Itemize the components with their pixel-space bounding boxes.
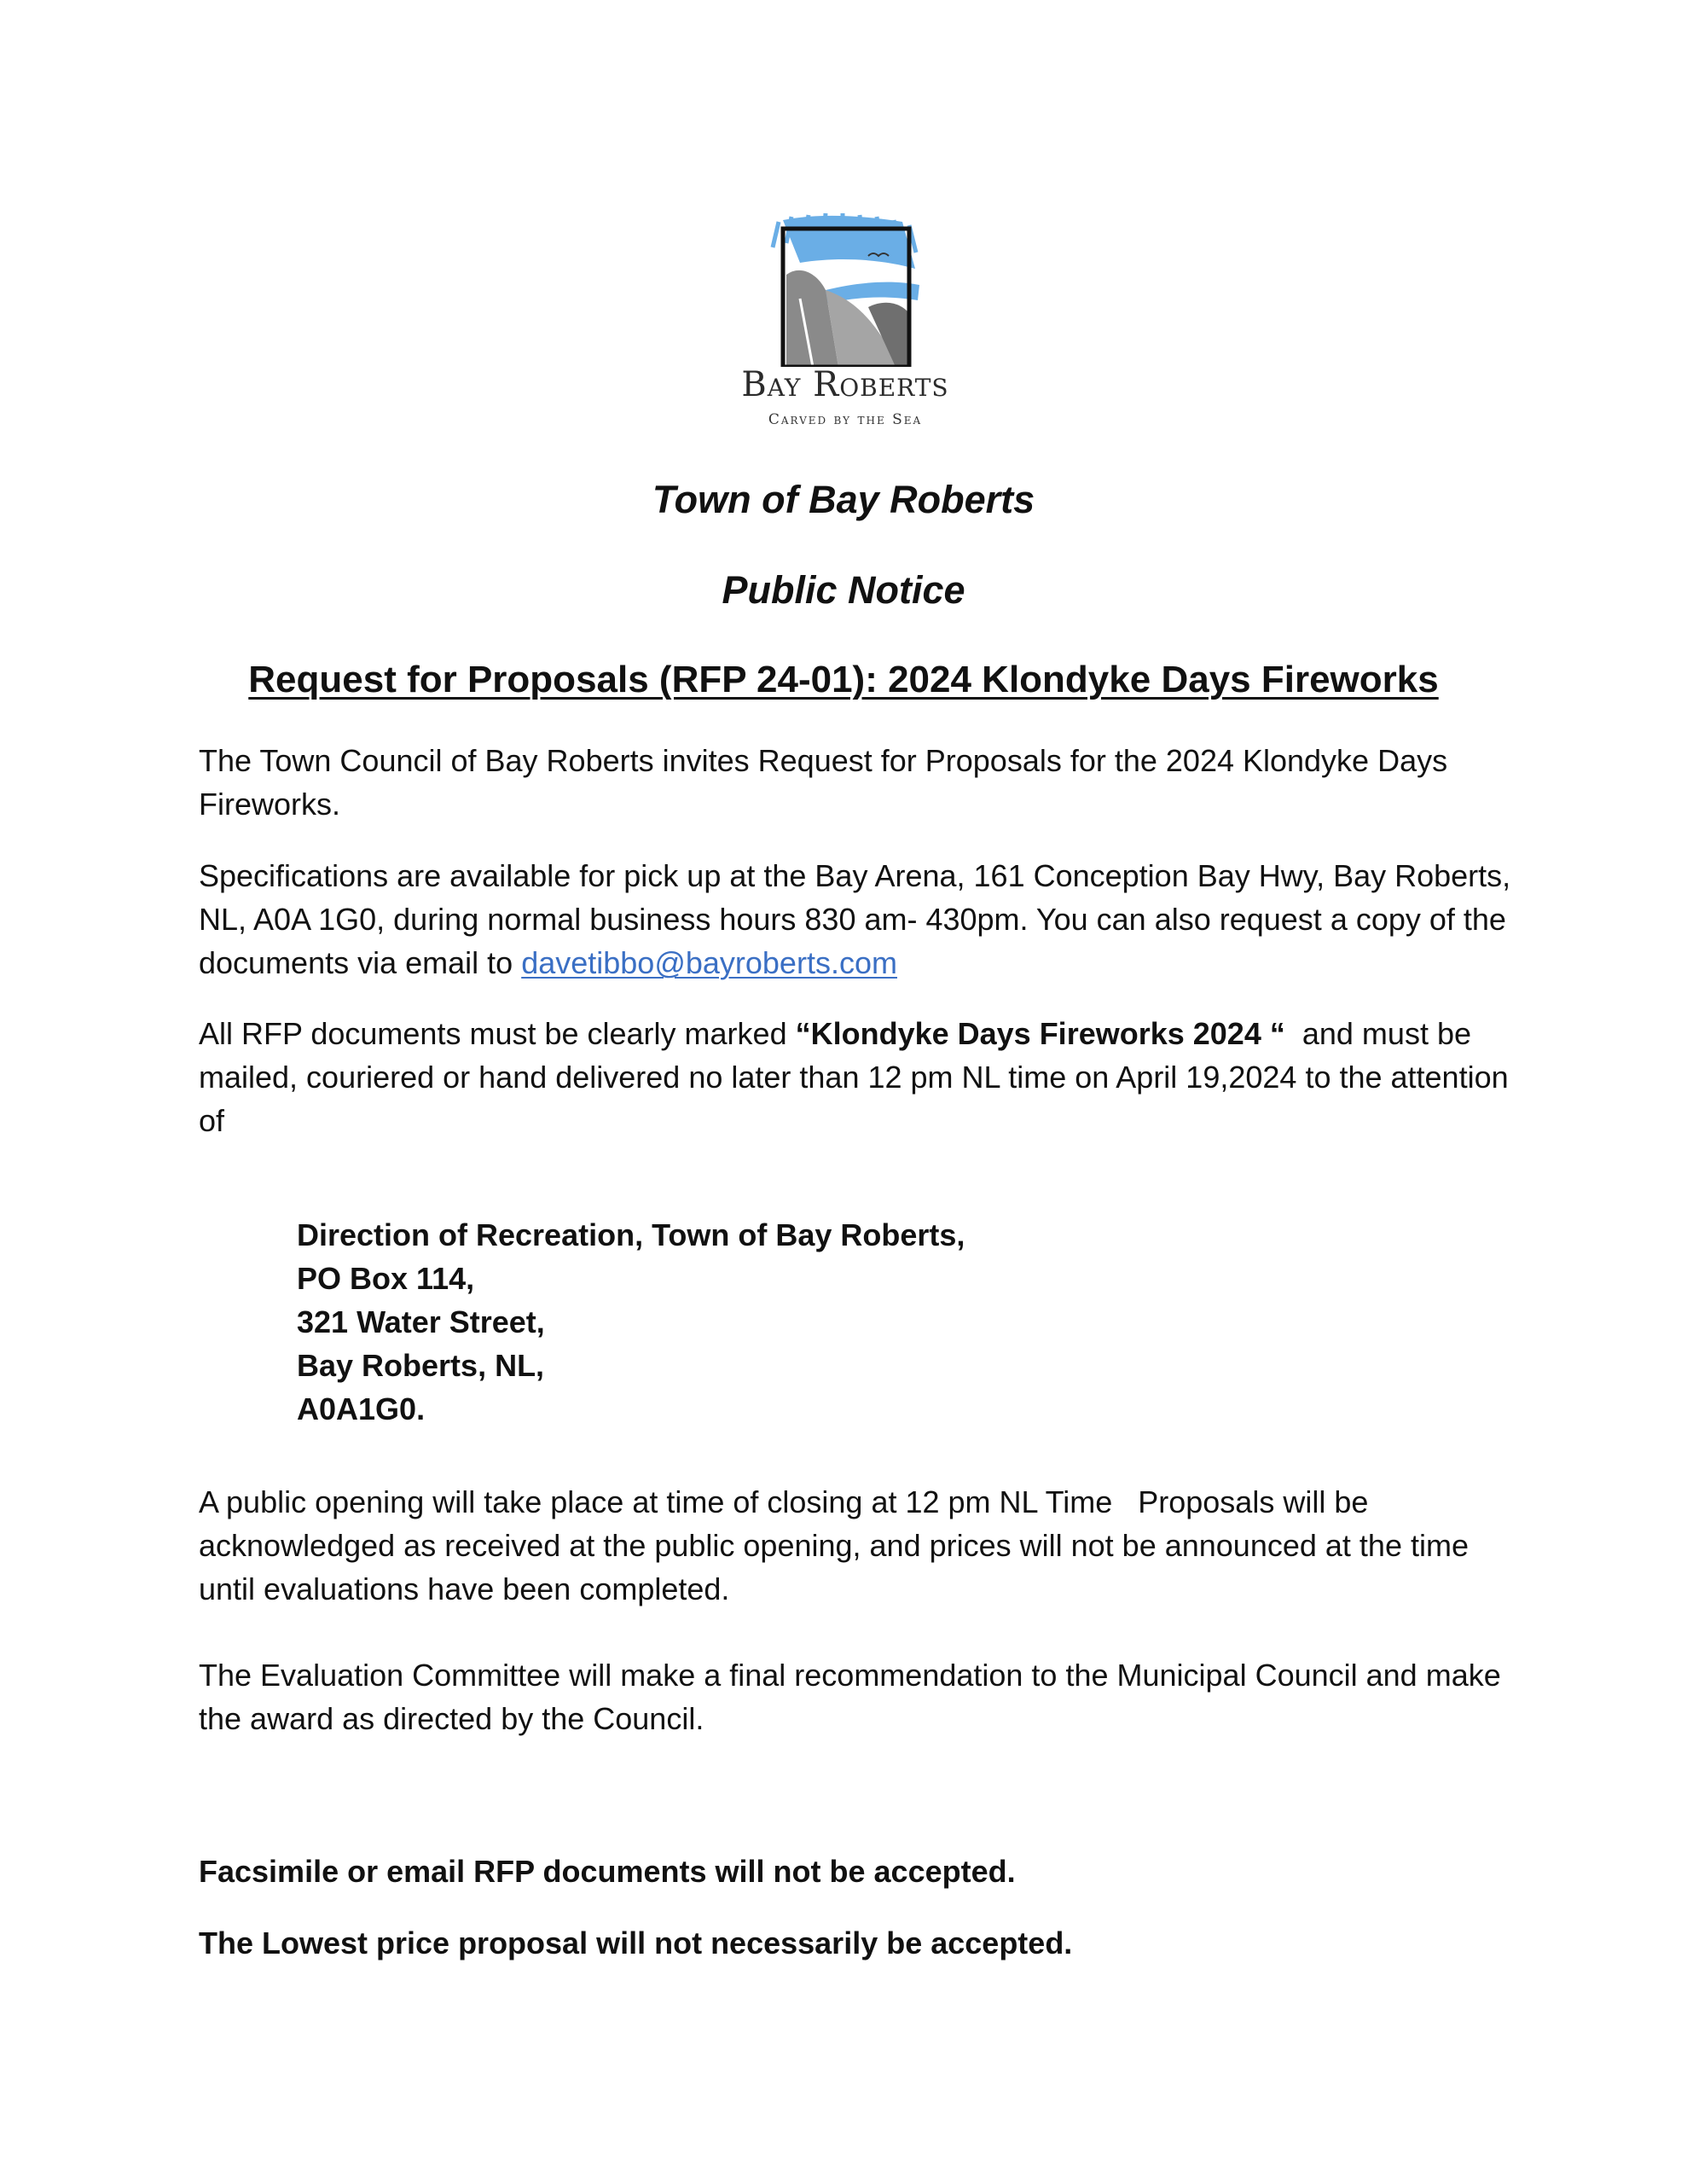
- logo-tagline: Carved by the Sea: [768, 411, 923, 428]
- address-line: Bay Roberts, NL,: [297, 1348, 545, 1383]
- fax-notice: Facsimile or email RFP documents will not be accepted.: [199, 1854, 1016, 1889]
- bay-roberts-logo-mark: [698, 196, 993, 367]
- page-title: Town of Bay Roberts: [652, 478, 1035, 521]
- bay-roberts-logo: [698, 196, 993, 435]
- lowest-price-notice: The Lowest price proposal will not necessarily be accepted.: [199, 1926, 1073, 1960]
- marking-text-before: All RFP documents must be clearly marked: [199, 1016, 796, 1051]
- contact-email-link[interactable]: davetibbo@bayroberts.com: [521, 945, 897, 980]
- mailing-address: [297, 1213, 1320, 1431]
- public-opening-paragraph: A public opening will take place at time of closing at 12 pm NL Time Proposals will be acknowledged as received at the public opening, and prices will not be announced at the time until evaluations have been completed.: [199, 1484, 1477, 1606]
- specifications-paragraph: [199, 854, 1512, 985]
- address-line: 321 Water Street,: [297, 1304, 545, 1339]
- address-line: A0A1G0.: [297, 1391, 426, 1426]
- page-subtitle: Public Notice: [722, 568, 965, 612]
- intro-paragraph: The Town Council of Bay Roberts invites Request for Proposals for the 2024 Klondyke Days Fireworks.: [199, 743, 1448, 822]
- marking-label: “Klondyke Days Fireworks 2024 “: [795, 1016, 1285, 1051]
- rfp-heading: Request for Proposals (RFP 24-01): 2024 Klondyke Days Fireworks: [248, 659, 1439, 700]
- evaluation-paragraph: The Evaluation Committee will make a final recommendation to the Municipal Council and make the award as directed by the Council.: [199, 1658, 1501, 1736]
- specifications-text: Specifications are available for pick up at the Bay Arena, 161 Conception Bay Hwy, Bay Roberts, NL, A0A 1G0, during normal business hours 830 am- 430pm. You can also request a copy of the documents via email to: [199, 858, 1511, 980]
- marking-paragraph: [199, 1012, 1517, 1142]
- address-line: Direction of Recreation, Town of Bay Roberts,: [297, 1217, 965, 1252]
- address-line: PO Box 114,: [297, 1261, 475, 1296]
- marking-text-after: and must be mailed, couriered or hand delivered no later than 12 pm NL time on April 19,2024 to the attention of: [199, 1016, 1517, 1138]
- logo-name: Bay Roberts: [741, 365, 949, 404]
